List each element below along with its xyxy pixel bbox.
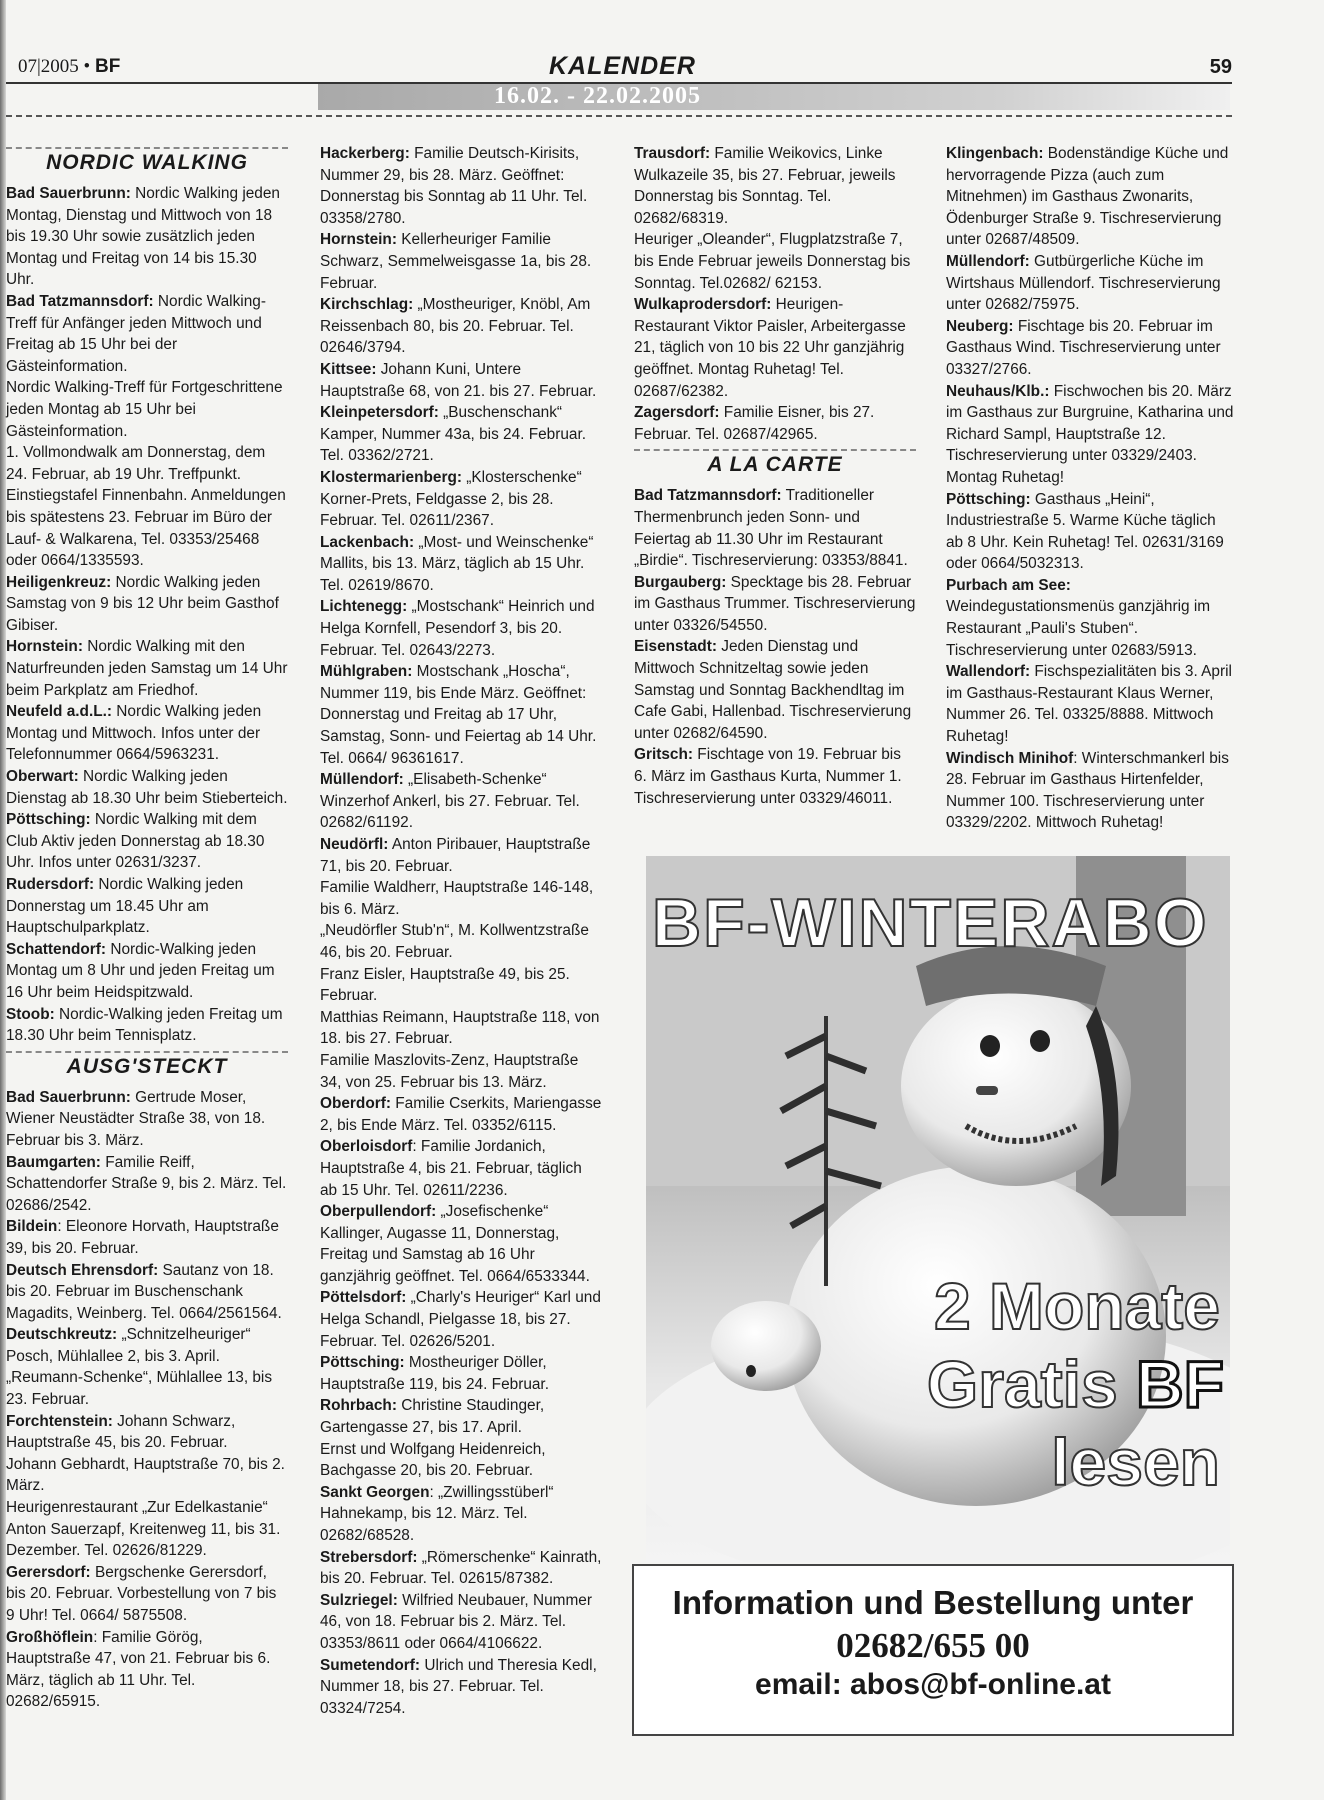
subscription-info-box bbox=[632, 1564, 1234, 1736]
listing-text: Fischtage von 19. Februar bis 6. März im Gasthaus Kurta, Nummer 1. Tischreservierung unter 03329/46011. bbox=[634, 746, 902, 807]
listing-text: „Mostheuriger, Knöbl, Am Reissenbach 80, bis 20. Februar. Tel. 02646/3794. bbox=[320, 296, 591, 357]
column-4 bbox=[946, 143, 1234, 834]
listing-entry bbox=[634, 294, 916, 402]
listing-text: Fischspezialitäten bis 3. April im Gasthaus-Restaurant Klaus Werner, Nummer 26. Tel. 03325/8888. Mittwoch Ruhetag! bbox=[946, 663, 1232, 746]
listing-entry bbox=[6, 1497, 288, 1562]
listing-text: „Neudörfler Stub'n“, M. Kollwentzstraße 46, bis 20. Februar. bbox=[320, 922, 589, 961]
listing-text: Nordic Walking mit den Naturfreunden jeden Samstag um 14 Uhr beim Parkplatz am Friedhof. bbox=[6, 638, 288, 699]
listing-text: Weindegustationsmenüs ganzjährig im Restaurant „Pauli's Stuben“. Tischreservierung unter 02683/5913. bbox=[946, 598, 1211, 659]
listing-entry bbox=[634, 636, 916, 744]
listing-text: Sautanz von 18. bis 20. Februar im Buschenschank Magadits, Weinberg. Tel. 0664/2561564. bbox=[6, 1261, 282, 1322]
listing-text: Johann Schwarz, Hauptstraße 45, bis 20. Februar. bbox=[6, 1412, 236, 1452]
listing-entry bbox=[320, 402, 602, 467]
listing-entry bbox=[6, 1454, 288, 1497]
listing-entry bbox=[320, 467, 602, 532]
listing-entry bbox=[6, 939, 288, 1004]
listing-place: Pöttsching: bbox=[6, 811, 91, 829]
listing-entry bbox=[634, 143, 916, 229]
listing-place: Hornstein: bbox=[320, 231, 397, 249]
section-heading: NORDIC WALKING bbox=[6, 147, 288, 179]
listing-place: Müllendorf: bbox=[946, 252, 1030, 270]
listing-place: Wulkaprodersdorf: bbox=[634, 296, 772, 314]
listing-entry bbox=[634, 572, 916, 637]
listing-place: Bad Sauerbrunn: bbox=[6, 1088, 131, 1106]
listing-text: Franz Eisler, Hauptstraße 49, bis 25. Februar. bbox=[320, 965, 570, 1005]
listing-place: Oberpullendorf: bbox=[320, 1203, 437, 1221]
listing-text: „Mostschank“ Heinrich und Helga Kornfell, Pesendorf 3, bis 20. Februar. Tel. 02643/2273. bbox=[320, 598, 595, 659]
listing-text: „Most- und Weinschenke“ Mallits, bis 13. März, täglich ab 15 Uhr. Tel. 02619/8670. bbox=[320, 533, 594, 594]
listing-place: Müllendorf: bbox=[320, 771, 404, 789]
listing-text: Wilfried Neubauer, Nummer 46, von 18. Februar bis 2. März. Tel. 03353/8611 oder 0664/4106622. bbox=[320, 1591, 592, 1652]
listing-entry bbox=[634, 229, 916, 294]
listing-text: Nordic Walking jeden Donnerstag um 18.45 Uhr am Hauptschulparkplatz. bbox=[6, 876, 244, 937]
listing-place: Oberwart: bbox=[6, 768, 79, 786]
listing-text: Ulrich und Theresia Kedl, Nummer 18, bis 27. Februar. Tel. 03324/7254. bbox=[320, 1656, 597, 1717]
listing-entry bbox=[6, 1324, 288, 1367]
listing-place: Sankt Georgen bbox=[320, 1483, 430, 1501]
listing-entry bbox=[634, 402, 916, 445]
listing-entry bbox=[320, 1287, 602, 1352]
listing-text: „Römerschenke“ Kainrath, bis 20. Februar. Tel. 02615/87382. bbox=[320, 1548, 602, 1588]
column-3 bbox=[634, 143, 916, 809]
listing-text: : Winterschmankerl bis 28. Februar im Gasthaus Hirtenfelder, Nummer 100. Tischreservierung unter 03329/2202. Mittwoch Ruhetag! bbox=[946, 749, 1229, 832]
listing-text: Familie Waldherr, Hauptstraße 146-148, bis 6. März. bbox=[320, 879, 594, 918]
listing-text: Familie Reiff, Schattendorfer Straße 9, bis 2. März. Tel. 02686/2542. bbox=[6, 1153, 287, 1214]
winterabo-advertisement bbox=[646, 856, 1230, 1562]
listing-place: Gerersdorf: bbox=[6, 1563, 91, 1581]
listing-place: Oberloisdorf bbox=[320, 1138, 413, 1156]
listing-place: Mühlgraben: bbox=[320, 663, 413, 681]
listing-text: Nordic-Walking jeden Freitag um 18.30 Uhr beim Tennisplatz. bbox=[6, 1005, 283, 1045]
listing-place: Bildein bbox=[6, 1218, 58, 1236]
listing-text: Nordic Walking jeden Samstag von 9 bis 12 Uhr beim Gasthof Gibiser. bbox=[6, 573, 279, 634]
listing-text: Mostschank „Hoscha“, Nummer 119, bis Ende März. Geöffnet: Donnerstag und Freitag ab 17 Uhr, Samstag, Sonn- und Feiertag ab 14 Uhr. Tel. 0664/ 96361617. bbox=[320, 663, 597, 767]
listing-entry bbox=[6, 1216, 288, 1259]
issue-label: 07|2005 • BF bbox=[18, 56, 121, 77]
listing-place: Deutsch Ehrensdorf: bbox=[6, 1261, 159, 1279]
listing-entry bbox=[320, 1439, 602, 1482]
listing-entry bbox=[320, 1093, 602, 1136]
listing-place: Sumetendorf: bbox=[320, 1656, 421, 1674]
listing-place: Trausdorf: bbox=[634, 145, 711, 162]
listing-text: Familie Deutsch-Kirisits, Nummer 29, bis 28. März. Geöffnet: Donnerstag bis Sonntag ab 11 Uhr. Tel. 03358/2780. bbox=[320, 145, 588, 227]
listing-text: : Eleonore Horvath, Hauptstraße 39, bis 20. Februar. bbox=[6, 1218, 279, 1257]
listing-place: Windisch Minihof bbox=[946, 749, 1074, 767]
listing-text: Nordic-Walking jeden Montag um 8 Uhr und jeden Freitag um 16 Uhr beim Heidspitzwald. bbox=[6, 940, 275, 1001]
listing-place: Forchtenstein: bbox=[6, 1412, 113, 1430]
ad-brand-logo: BF bbox=[1136, 1347, 1224, 1421]
listing-entry bbox=[946, 575, 1234, 661]
listing-text: „Buschenschank“ Kamper, Nummer 43a, bis 24. Februar. Tel. 03362/2721. bbox=[320, 404, 587, 465]
listing-text: Mostheuriger Döller, Hauptstraße 119, bis 24. Februar. bbox=[320, 1354, 549, 1393]
section-title: KALENDER bbox=[549, 52, 696, 80]
listing-entry bbox=[6, 809, 288, 874]
ad-line-gratis: Gratis BF bbox=[926, 1347, 1224, 1421]
listing-text: „Elisabeth-Schenke“ Winzerhof Ankerl, bis 27. Februar. Tel. 02682/61192. bbox=[320, 771, 580, 832]
listing-text: Nordic Walking jeden Montag und Mittwoch. Infos unter der Telefonnummer 0664/5963231. bbox=[6, 703, 262, 764]
ad-line-months: 2 Monate bbox=[933, 1269, 1220, 1343]
listing-text: „Schnitzelheuriger“ Posch, Mühlallee 2, bis 3. April. bbox=[6, 1326, 251, 1365]
listing-text: 1. Vollmondwalk am Donnerstag, dem 24. Februar, ab 19 Uhr. Treffpunkt. Einstiegstafel Finnenbahn. Anmeldungen bis spätestens 23. Februar im Büro der Lauf- & Walkarena, Tel. 03353/25468 oder 0664/1335593. bbox=[6, 444, 286, 570]
listing-entry bbox=[320, 1352, 602, 1395]
listing-text: Heuriger „Oleander“, Flugplatzstraße 7, bis Ende Februar jeweils Donnerstag bis Sonntag. Tel.02682/ 62153. bbox=[634, 231, 911, 292]
page-header bbox=[6, 54, 1232, 84]
listing-text: Familie Eisner, bis 27. Februar. Tel. 02687/42965. bbox=[634, 404, 875, 443]
listing-place: Purbach am See: bbox=[946, 576, 1071, 594]
listing-entry bbox=[320, 143, 602, 229]
listing-place: Pöttelsdorf: bbox=[320, 1289, 407, 1307]
listing-entry bbox=[320, 964, 602, 1007]
listing-text: Bodenständige Küche und hervorragende Pizza (auch zum Mitnehmen) im Gasthaus Zwonarits, Ödenburger Straße 9. Tischreservierung unter 02687/48509. bbox=[946, 145, 1229, 249]
listing-entry bbox=[320, 920, 602, 963]
listing-text: Christine Staudinger, Gartengasse 27, bis 17. April. bbox=[320, 1397, 545, 1437]
listing-entry bbox=[634, 485, 916, 571]
listing-entry bbox=[946, 251, 1234, 316]
page-number: 59 bbox=[1209, 56, 1232, 78]
listing-entry bbox=[946, 381, 1234, 489]
listing-entry bbox=[946, 748, 1234, 834]
listing-entry bbox=[320, 229, 602, 294]
listing-text: Heurigen-Restaurant Viktor Paisler, Arbeitergasse 21, täglich von 10 bis 22 Uhr ganzjährig geöffnet. Montag Ruhetag! Tel. 02687/62382. bbox=[634, 296, 906, 400]
listing-place: Neuberg: bbox=[946, 317, 1014, 335]
listing-text: : „Zwillingsstüberl“ Hahnekamp, bis 12. März. Tel. 02682/68528. bbox=[320, 1483, 554, 1544]
listing-entry bbox=[6, 291, 288, 377]
listing-place: Zagersdorf: bbox=[634, 404, 720, 422]
listing-entry bbox=[320, 1050, 602, 1093]
listing-place: Pöttsching: bbox=[946, 490, 1031, 508]
listing-entry bbox=[6, 1367, 288, 1410]
listing-entry bbox=[6, 442, 288, 572]
listing-text: „Charly's Heuriger“ Karl und Helga Schandl, Pielgasse 18, bis 27. Februar. Tel. 02626/5201. bbox=[320, 1289, 601, 1350]
listing-place: Oberdorf: bbox=[320, 1095, 391, 1113]
date-band bbox=[318, 84, 1230, 110]
listing-entry bbox=[320, 1007, 602, 1050]
listing-entry bbox=[6, 1152, 288, 1217]
listing-entry bbox=[6, 766, 288, 809]
listing-entry bbox=[6, 1411, 288, 1454]
listing-text: Traditioneller Thermenbrunch jeden Sonn- und Feiertag ab 11.30 Uhr im Restaurant „Birdie“. Tischreservierung: 03353/8841. bbox=[634, 487, 908, 570]
header-dashed-divider bbox=[6, 115, 1232, 117]
listing-place: Gritsch: bbox=[634, 746, 694, 764]
listing-entry bbox=[320, 1201, 602, 1287]
listing-place: Bad Sauerbrunn: bbox=[6, 185, 131, 202]
listing-text: Nordic Walking jeden Dienstag ab 18.30 Uhr beim Stieberteich. bbox=[6, 768, 288, 807]
listing-entry bbox=[6, 1087, 288, 1152]
listing-place: Lackenbach: bbox=[320, 533, 415, 551]
listing-place: Baumgarten: bbox=[6, 1153, 101, 1171]
listing-entry bbox=[6, 1260, 288, 1325]
listing-place: Bad Tatzmannsdorf: bbox=[6, 292, 154, 310]
listing-place: Klingenbach: bbox=[946, 145, 1044, 162]
listing-place: Neudörfl: bbox=[320, 836, 389, 853]
listing-entry bbox=[320, 1395, 602, 1438]
listing-entry bbox=[320, 834, 602, 877]
listing-text: Johann Kuni, Untere Hauptstraße 68, von 21. bis 27. Februar. bbox=[320, 360, 597, 400]
listing-place: Klostermarienberg: bbox=[320, 468, 462, 486]
listing-text: Gertrude Moser, Wiener Neustädter Straße 38, von 18. Februar bis 3. März. bbox=[6, 1088, 266, 1149]
listing-text: Nordic Walking jeden Montag, Dienstag und Mittwoch von 18 bis 19.30 Uhr sowie zusätzlich jeden Montag und Freitag von 14 bis 15.30 Uhr. bbox=[6, 185, 280, 289]
listing-entry bbox=[946, 316, 1234, 381]
listing-place: Hornstein: bbox=[6, 638, 83, 656]
listing-entry bbox=[320, 769, 602, 834]
listing-place: Burgauberg: bbox=[634, 573, 727, 591]
listing-entry bbox=[320, 1547, 602, 1590]
section-heading: AUSG'STECKT bbox=[6, 1051, 288, 1083]
listing-entry bbox=[6, 636, 288, 701]
listing-entry bbox=[946, 489, 1234, 575]
listing-entry bbox=[6, 572, 288, 637]
listing-entry bbox=[320, 877, 602, 920]
info-phone: 02682/655 00 bbox=[836, 1626, 1030, 1665]
listing-place: Strebersdorf: bbox=[320, 1548, 418, 1566]
listing-text: Fischtage bis 20. Februar im Gasthaus Wind. Tischreservierung unter 03327/2766. bbox=[946, 317, 1221, 378]
date-range: 16.02. - 22.02.2005 bbox=[494, 83, 701, 109]
ad-line-lesen: lesen bbox=[1051, 1425, 1220, 1499]
listing-text: „Klosterschenke“ Korner-Prets, Feldgasse 2, bis 28. Februar. Tel. 02611/2367. bbox=[320, 468, 582, 530]
listing-entry bbox=[320, 359, 602, 402]
listing-text: „Josefischenke“ Kallinger, Augasse 11, Donnerstag, Freitag und Samstag ab 16 Uhr ganzjährig geöffnet. Tel. 0664/6533344. bbox=[320, 1203, 590, 1285]
listing-text: Familie Weikovics, Linke Wulkazeile 35, bis 27. Februar, jeweils Donnerstag bis Sonntag. Tel. 02682/68319. bbox=[634, 145, 896, 227]
listing-entry bbox=[6, 701, 288, 766]
listing-text: „Reumann-Schenke“, Mühlallee 13, bis 23. Februar. bbox=[6, 1369, 273, 1409]
listing-place: Wallendorf: bbox=[946, 663, 1031, 681]
listing-text: Heurigenrestaurant „Zur Edelkastanie“ Anton Sauerzapf, Kreitenweg 11, bis 31. Dezember. Tel. 02626/81229. bbox=[6, 1499, 281, 1560]
brand-label: BF bbox=[94, 56, 121, 77]
listing-text: Fischwochen bis 20. März im Gasthaus zur Burgruine, Katharina und Richard Sampl, Hauptstraße 12. Tischreservierung unter 03329/2403. Montag Ruhetag! bbox=[946, 382, 1234, 486]
listing-text: Familie Cserkits, Mariengasse 2, bis Ende März. Tel. 03352/6115. bbox=[320, 1095, 602, 1134]
listing-entry bbox=[6, 1004, 288, 1047]
section-heading: A LA CARTE bbox=[634, 449, 916, 481]
listing-text: Nordic Walking-Treff für Anfänger jeden Mittwoch und Freitag ab 15 Uhr bei der Gästeinformation. bbox=[6, 292, 266, 375]
listing-place: Kittsee: bbox=[320, 360, 377, 378]
listing-place: Bad Tatzmannsdorf: bbox=[634, 487, 782, 505]
listing-place: Deutschkreutz: bbox=[6, 1326, 118, 1344]
listing-entry bbox=[320, 1136, 602, 1201]
listing-text: : Familie Jordanich, Hauptstraße 4, bis 21. Februar, täglich ab 15 Uhr. Tel. 02611/2236. bbox=[320, 1138, 582, 1199]
info-email: email: abos@bf-online.at bbox=[755, 1668, 1111, 1701]
listing-entry bbox=[320, 1590, 602, 1655]
listing-text: Nordic Walking-Treff für Fortgeschrittene jeden Montag ab 15 Uhr bei Gästeinformation. bbox=[6, 379, 283, 440]
listing-entry bbox=[6, 1562, 288, 1627]
listing-place: Sulzriegel: bbox=[320, 1591, 398, 1609]
listing-text: Ernst und Wolfgang Heidenreich, Bachgasse 20, bis 20. Februar. bbox=[320, 1440, 546, 1480]
listing-entry bbox=[6, 874, 288, 939]
listing-place: Heiligenkreuz: bbox=[6, 573, 112, 591]
listing-place: Eisenstadt: bbox=[634, 638, 717, 656]
listing-text: Specktage bis 28. Februar im Gasthaus Trummer. Tischreservierung unter 03326/54550. bbox=[634, 573, 916, 634]
listing-place: Neufeld a.d.L.: bbox=[6, 703, 113, 721]
listing-entry bbox=[320, 532, 602, 597]
listing-text: Familie Maszlovits-Zenz, Hauptstraße 34, von 25. Februar bis 13. März. bbox=[320, 1051, 579, 1091]
listing-entry bbox=[320, 1655, 602, 1720]
listing-place: Stoob: bbox=[6, 1005, 55, 1023]
listing-entry bbox=[320, 294, 602, 359]
listing-text: Johann Gebhardt, Hauptstraße 70, bis 2. März. bbox=[6, 1455, 285, 1495]
listing-entry bbox=[320, 1482, 602, 1547]
info-heading: Information und Bestellung unter bbox=[672, 1584, 1194, 1621]
listing-place: Hackerberg: bbox=[320, 145, 410, 162]
ad-title: BF-WINTERABO bbox=[652, 885, 1209, 961]
listing-text: Gutbürgerliche Küche im Wirtshaus Müllendorf. Tischreservierung unter 02682/75975. bbox=[946, 252, 1221, 314]
listing-place: Rudersdorf: bbox=[6, 876, 95, 893]
listing-place: Lichtenegg: bbox=[320, 598, 408, 616]
listing-place: Schattendorf: bbox=[6, 940, 107, 958]
column-2 bbox=[320, 143, 602, 1719]
listing-place: Großhöflein bbox=[6, 1628, 94, 1646]
listing-place: Pöttsching: bbox=[320, 1354, 405, 1372]
listing-place: Neuhaus/Klb.: bbox=[946, 382, 1050, 400]
listing-text: Jeden Dienstag und Mittwoch Schnitzeltag sowie jeden Samstag und Sonntag Backhendltag im Cafe Gabi, Hallenbad. Tischreservierung unter 02682/64590. bbox=[634, 638, 912, 742]
column-1 bbox=[6, 143, 288, 1713]
listing-text: Gasthaus „Heini“, Industriestraße 5. Warme Küche täglich ab 8 Uhr. Kein Ruhetag! Tel. 02631/3169 oder 0664/5032313. bbox=[946, 490, 1224, 573]
listing-entry bbox=[946, 143, 1234, 251]
listing-entry bbox=[6, 377, 288, 442]
listing-place: Rohrbach: bbox=[320, 1397, 397, 1415]
listing-place: Kirchschlag: bbox=[320, 296, 414, 314]
listing-text: : Familie Görög, Hauptstraße 47, von 21. Februar bis 6. März, täglich ab 11 Uhr. Tel. 02682/65915. bbox=[6, 1628, 271, 1711]
listing-entry bbox=[320, 596, 602, 661]
listing-entry bbox=[320, 661, 602, 769]
listing-entry bbox=[634, 744, 916, 809]
listing-entry bbox=[946, 661, 1234, 747]
listing-entry bbox=[6, 183, 288, 291]
listing-place: Kleinpetersdorf: bbox=[320, 404, 439, 422]
listing-text: Anton Piribauer, Hauptstraße 71, bis 20. Februar. bbox=[320, 836, 591, 875]
listing-text: Kellerheuriger Familie Schwarz, Semmelweisgasse 1a, bis 28. Februar. bbox=[320, 231, 592, 292]
listing-text: Nordic Walking mit dem Club Aktiv jeden Donnerstag ab 18.30 Uhr. Infos unter 02631/3237. bbox=[6, 811, 265, 872]
listing-entry bbox=[6, 1627, 288, 1713]
listing-text: Bergschenke Gerersdorf, bis 20. Februar. Vorbestellung von 7 bis 9 Uhr! Tel. 0664/ 5875508. bbox=[6, 1563, 277, 1624]
listing-text: Matthias Reimann, Hauptstraße 118, von 18. bis 27. Februar. bbox=[320, 1008, 600, 1048]
